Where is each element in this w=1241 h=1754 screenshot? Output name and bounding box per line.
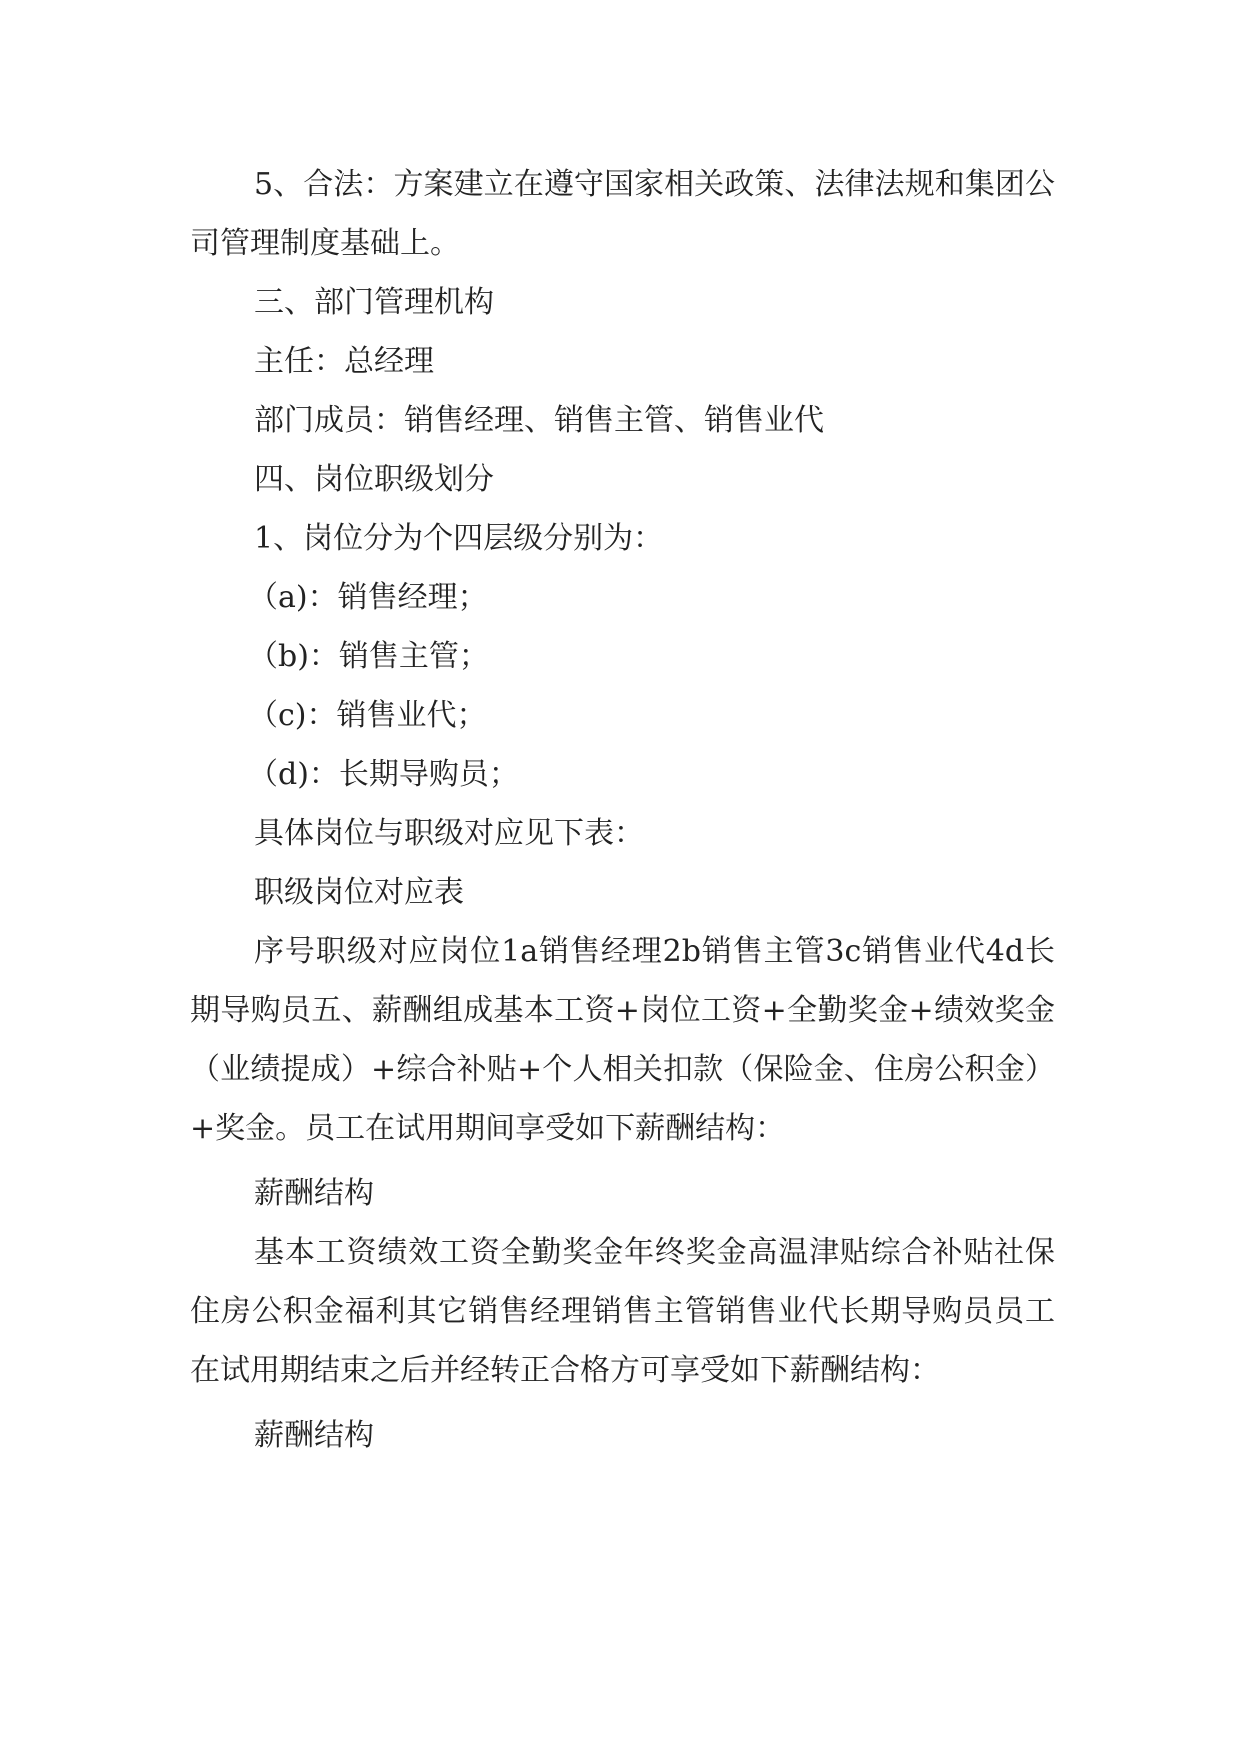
document-body [190, 155, 1055, 1465]
heading-department-structure: 三、部门管理机构 [254, 285, 494, 320]
paragraph-department-members: 部门成员：销售经理、销售主管、销售业代 [254, 403, 824, 438]
list-item-level-a: （a)：销售经理； [248, 580, 488, 615]
heading-salary-structure-probation: 薪酬结构 [254, 1176, 374, 1211]
paragraph-level-intro: 1、岗位分为个四层级分别为： [254, 521, 664, 556]
paragraph-director: 主任：总经理 [254, 344, 434, 379]
list-item-level-d: （d)：长期导购员； [248, 757, 519, 792]
paragraph-salary-structure-content: 基本工资绩效工资全勤奖金年终奖金高温津贴综合补贴社保住房公积金福利其它销售经理销售主管销售业代长期导购员员工在试用期结束之后并经转正合格方可享受如下薪酬结构： [190, 1235, 1055, 1388]
paragraph-legal-principle: 5、合法：方案建立在遵守国家相关政策、法律法规和集团公司管理制度基础上。 [190, 167, 1055, 261]
heading-position-levels: 四、岗位职级划分 [254, 462, 494, 497]
table-title-level-position: 职级岗位对应表 [254, 875, 464, 910]
paragraph-table-and-salary-composition: 序号职级对应岗位1a销售经理2b销售主管3c销售业代4d长期导购员五、薪酬组成基本工资+岗位工资+全勤奖金+绩效奖金（业绩提成）+综合补贴+个人相关扣款（保险金、住房公积金）+奖金。员工在试用期间享受如下薪酬结构： [190, 934, 1055, 1146]
list-item-level-c: （c)：销售业代； [248, 698, 487, 733]
list-item-level-b: （b)：销售主管； [248, 639, 489, 674]
paragraph-table-intro: 具体岗位与职级对应见下表： [254, 816, 644, 851]
heading-salary-structure-regular: 薪酬结构 [254, 1418, 374, 1453]
